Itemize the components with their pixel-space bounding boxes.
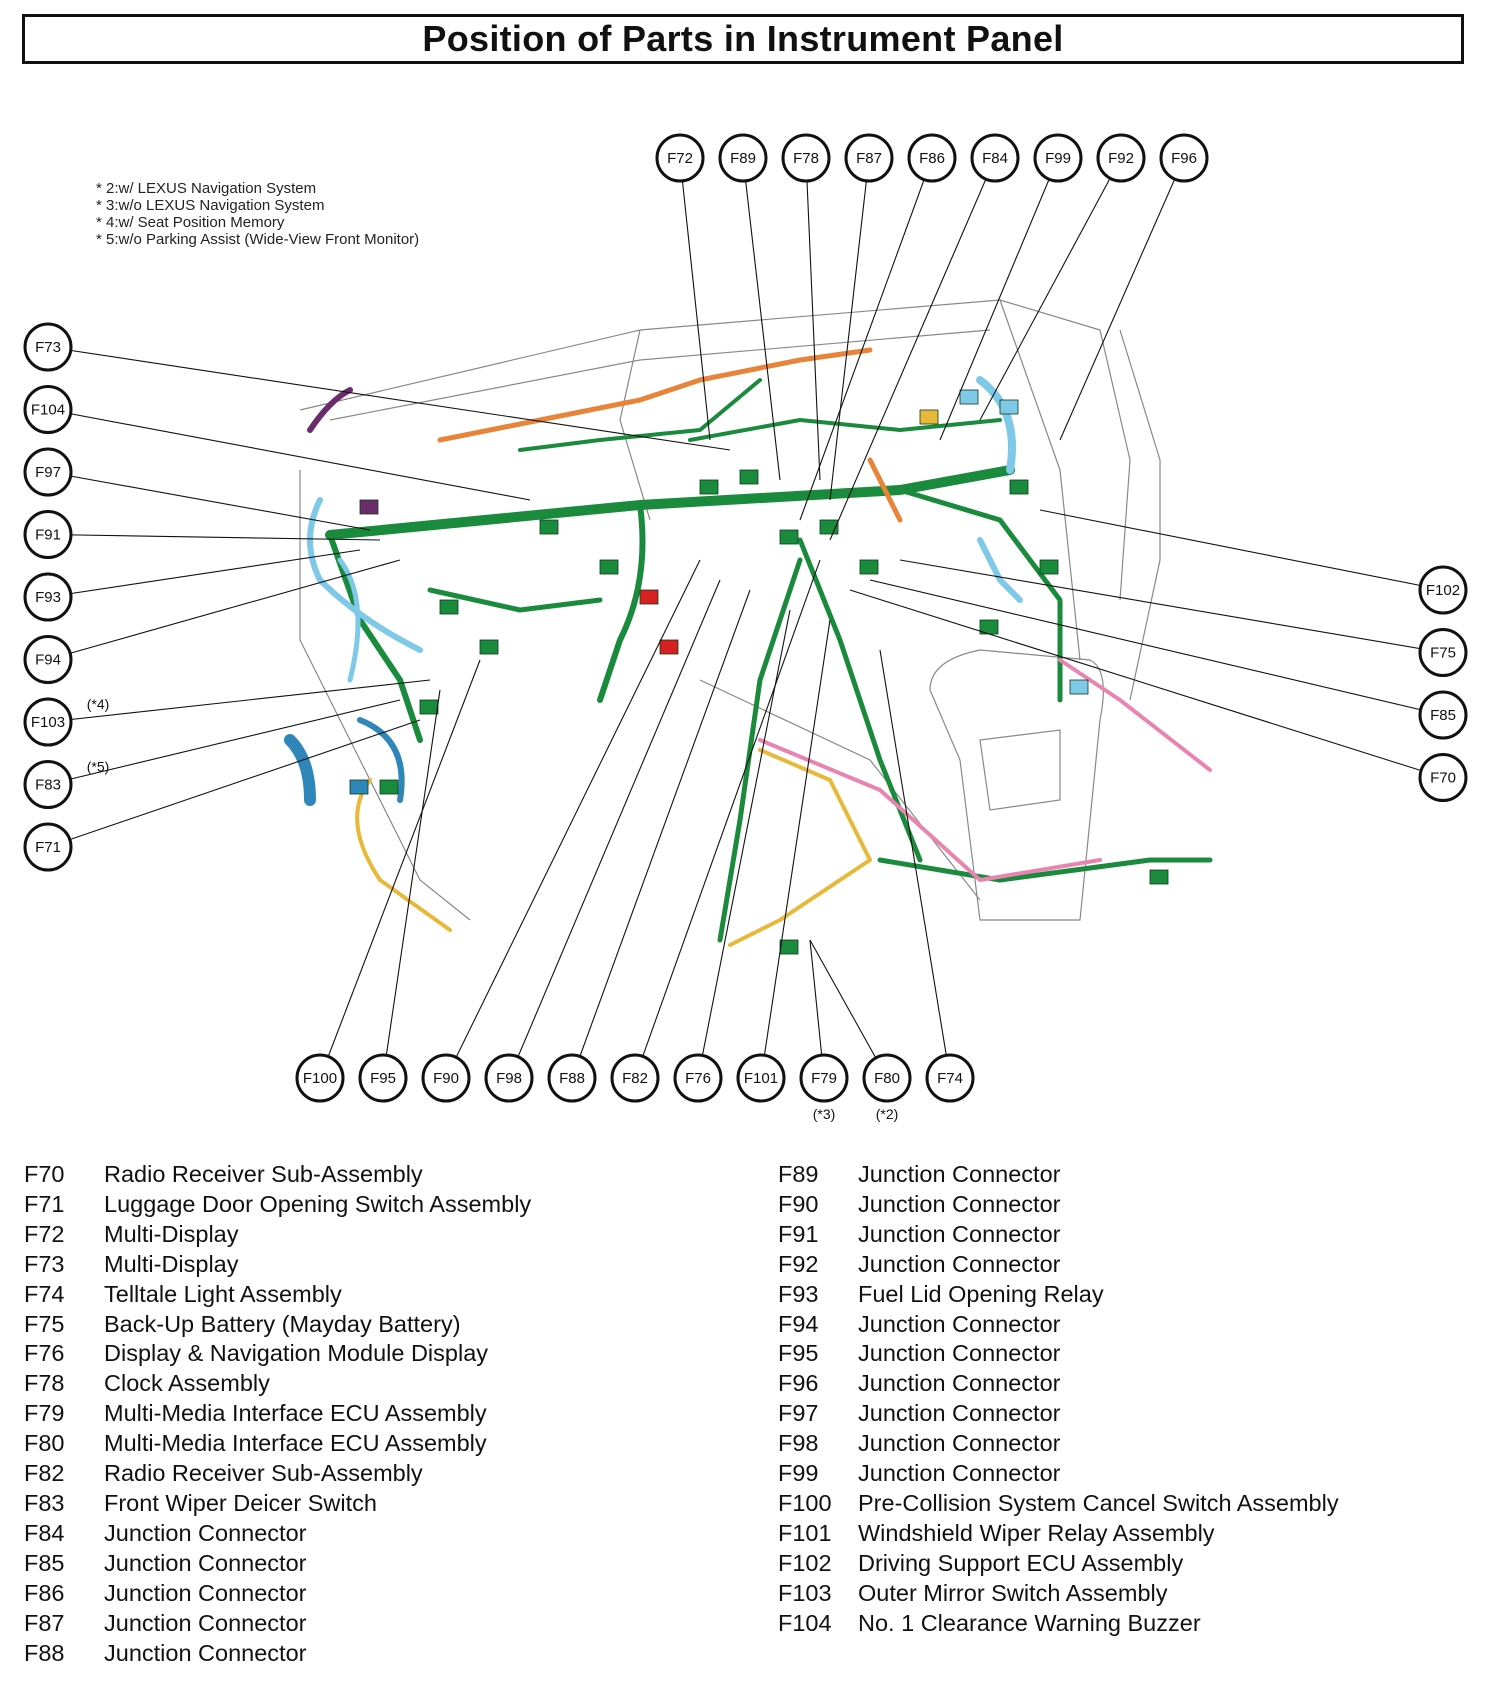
callout-label: F92	[1108, 150, 1134, 167]
connector-block	[480, 640, 498, 654]
callout-label: F96	[1171, 150, 1197, 167]
legend-row	[24, 1639, 531, 1669]
parts-legend-right	[778, 1160, 1339, 1639]
legend-part-name: Junction Connector	[858, 1370, 1061, 1397]
legend-code: F91	[778, 1220, 819, 1247]
connector-block	[380, 780, 398, 794]
callout-f82	[612, 1055, 658, 1101]
callout-label: F101	[743, 1070, 779, 1087]
callout-label: F71	[35, 839, 61, 856]
callout-label: F91	[35, 526, 61, 544]
callout-note: (*4)	[86, 696, 110, 712]
legend-row	[24, 1220, 531, 1250]
legend-row	[778, 1549, 1339, 1579]
connector-block	[780, 940, 798, 954]
legend-code: F98	[778, 1430, 819, 1457]
leader-line	[806, 158, 820, 480]
legend-part-name: Junction Connector	[858, 1460, 1061, 1487]
legend-part-name: Junction Connector	[858, 1190, 1061, 1217]
legend-part-name: Junction Connector	[104, 1519, 307, 1546]
legend-code: F94	[778, 1310, 819, 1337]
legend-part-name: Display & Navigation Module Display	[104, 1340, 489, 1367]
legend-part-name: Junction Connector	[858, 1340, 1061, 1367]
dashboard-edge	[980, 730, 1060, 810]
legend-row	[778, 1220, 1339, 1250]
legend-row	[24, 1280, 531, 1310]
legend-row	[24, 1549, 531, 1579]
harness-wire	[330, 470, 1010, 535]
legend-part-name: Junction Connector	[104, 1579, 307, 1606]
callout-f92	[1098, 135, 1144, 181]
connector-block	[1000, 400, 1018, 414]
callout-label: F104	[30, 401, 66, 419]
callout-note: (*3)	[812, 1106, 836, 1122]
dashboard-edge	[620, 330, 650, 520]
legend-row	[778, 1609, 1339, 1639]
legend-code: F84	[24, 1519, 65, 1546]
legend-row	[778, 1459, 1339, 1489]
leader-lines	[48, 158, 1443, 1078]
legend-row	[24, 1519, 531, 1549]
callout-f100	[297, 1055, 343, 1101]
legend-code: F75	[24, 1310, 65, 1337]
callout-label: F75	[1430, 644, 1456, 662]
legend-part-name: Back-Up Battery (Mayday Battery)	[104, 1310, 461, 1337]
callout-label: F84	[982, 150, 1008, 167]
legend-code: F71	[24, 1190, 65, 1217]
legend-part-name: Multi-Display	[104, 1220, 239, 1247]
legend-part-name: Windshield Wiper Relay Assembly	[858, 1519, 1215, 1546]
callout-note: (*2)	[875, 1106, 899, 1122]
connector-block	[600, 560, 618, 574]
leader-line	[1040, 510, 1443, 590]
callout-label: F97	[35, 464, 61, 481]
callout-f96	[1161, 135, 1207, 181]
leader-line	[761, 620, 830, 1078]
legend-code: F104	[778, 1609, 832, 1636]
legend-part-name: Driving Support ECU Assembly	[858, 1549, 1184, 1576]
legend-part-name: Junction Connector	[858, 1161, 1061, 1187]
dashboard-edge	[300, 470, 470, 920]
legend-part-name: Fuel Lid Opening Relay	[858, 1280, 1104, 1307]
legend-part-name: Junction Connector	[858, 1310, 1061, 1337]
legend-row	[778, 1579, 1339, 1609]
harness-wire	[760, 740, 1100, 880]
callout-f90	[423, 1055, 469, 1101]
harness-wire	[357, 780, 450, 930]
connector-block	[1150, 870, 1168, 884]
legend-part-name: Multi-Media Interface ECU Assembly	[104, 1430, 487, 1457]
callout-label: F74	[937, 1070, 963, 1087]
legend-code: F89	[778, 1161, 819, 1187]
legend-code: F83	[24, 1489, 65, 1516]
callout-f86	[909, 135, 955, 181]
callout-label: F89	[730, 150, 756, 167]
legend-code: F78	[24, 1370, 65, 1397]
connector-block	[1010, 480, 1028, 494]
legend-row	[778, 1489, 1339, 1519]
leader-line	[680, 158, 710, 440]
legend-row	[24, 1429, 531, 1459]
legend-code: F97	[778, 1400, 819, 1427]
legend-code: F76	[24, 1340, 65, 1367]
callout-label: F72	[667, 150, 693, 167]
callout-f74	[927, 1055, 973, 1101]
legend-row	[24, 1310, 531, 1340]
harness-wire	[440, 350, 870, 440]
legend-code: F90	[778, 1190, 819, 1217]
legend-code: F87	[24, 1609, 65, 1636]
callout-f87	[846, 135, 892, 181]
legend-code: F99	[778, 1460, 819, 1487]
harness-wire	[980, 380, 1012, 470]
legend-row	[24, 1489, 531, 1519]
legend-row	[778, 1369, 1339, 1399]
legend-part-name: Luggage Door Opening Switch Assembly	[104, 1190, 532, 1217]
callout-f99	[1035, 135, 1081, 181]
callout-f103	[25, 696, 109, 745]
dashboard-outline	[300, 300, 1160, 920]
legend-row	[24, 1609, 531, 1639]
harness-wire	[980, 540, 1020, 600]
callout-label: F99	[1045, 150, 1071, 167]
leader-line	[446, 560, 700, 1078]
footnote: * 4:w/ Seat Position Memory	[96, 214, 285, 231]
callout-f75	[1420, 630, 1466, 676]
harness-wire	[290, 740, 310, 800]
legend-part-name: Front Wiper Deicer Switch	[104, 1489, 377, 1516]
callout-label: F76	[685, 1070, 711, 1087]
callout-f104	[25, 387, 71, 433]
dashboard-edge	[330, 330, 990, 420]
callout-label: F85	[1430, 707, 1456, 724]
callout-f97	[25, 449, 71, 495]
callout-f102	[1420, 567, 1466, 613]
callout-f93	[25, 574, 71, 620]
leader-line	[48, 550, 360, 597]
callout-label: F103	[30, 714, 66, 731]
legend-row	[778, 1280, 1339, 1310]
callout-label: F93	[35, 589, 61, 606]
callout-f101	[738, 1055, 784, 1101]
legend-code: F80	[24, 1430, 65, 1457]
callout-f73	[25, 324, 71, 370]
leader-line	[48, 410, 530, 501]
callout-label: F94	[35, 651, 61, 669]
legend-code: F96	[778, 1370, 819, 1397]
legend-code: F82	[24, 1460, 65, 1487]
legend-row	[24, 1250, 531, 1280]
legend-row	[778, 1399, 1339, 1429]
callout-f88	[549, 1055, 595, 1101]
callout-label: F95	[370, 1070, 396, 1087]
legend-code: F88	[24, 1639, 65, 1666]
callout-f85	[1420, 692, 1466, 738]
connector-block	[1070, 680, 1088, 694]
callout-f76	[675, 1055, 721, 1101]
connector-block	[860, 560, 878, 574]
footnote: * 5:w/o Parking Assist (Wide-View Front Monitor)	[96, 231, 420, 248]
connector-block	[920, 410, 938, 424]
wire-harness	[290, 350, 1210, 954]
legend-row	[778, 1339, 1339, 1369]
connector-block	[350, 780, 368, 794]
callout-label: F86	[919, 150, 945, 167]
connector-block	[960, 390, 978, 404]
callout-label: F100	[302, 1070, 338, 1087]
callout-label: F70	[1430, 769, 1456, 787]
callout-f71	[25, 824, 71, 870]
legend-part-name: Junction Connector	[104, 1549, 307, 1576]
legend-row	[778, 1310, 1339, 1340]
legend-part-name: Radio Receiver Sub-Assembly	[104, 1161, 423, 1187]
callout-f70	[1420, 755, 1466, 801]
connector-block	[440, 600, 458, 614]
legend-row	[24, 1399, 531, 1429]
legend-part-name: No. 1 Clearance Warning Buzzer	[858, 1609, 1201, 1636]
legend-code: F92	[778, 1250, 819, 1277]
legend-row	[778, 1429, 1339, 1459]
callout-label: F87	[856, 150, 882, 167]
parts-legend-left	[24, 1160, 531, 1668]
callout-label: F78	[793, 150, 819, 167]
leader-line	[850, 590, 1443, 778]
connector-block	[640, 590, 658, 604]
page-title: Position of Parts in Instrument Panel	[422, 18, 1064, 59]
callout-f91	[25, 512, 71, 558]
legend-row	[24, 1369, 531, 1399]
callout-f83	[25, 759, 109, 808]
callout-label: F88	[559, 1070, 585, 1087]
connector-block	[420, 700, 438, 714]
callout-f94	[25, 637, 71, 683]
callout-f78	[783, 135, 829, 181]
legend-code: F70	[24, 1161, 65, 1187]
legend-code: F79	[24, 1400, 65, 1427]
legend-code: F103	[778, 1579, 832, 1606]
footnote: * 2:w/ LEXUS Navigation System	[96, 180, 317, 197]
footnote: * 3:w/o LEXUS Navigation System	[96, 197, 325, 214]
legend-code: F102	[778, 1549, 832, 1576]
legend-code: F95	[778, 1340, 819, 1367]
legend-part-name: Multi-Display	[104, 1250, 239, 1277]
harness-wire	[690, 420, 1000, 440]
leader-line	[1060, 158, 1184, 440]
legend-row	[778, 1160, 1339, 1190]
legend-row	[778, 1519, 1339, 1549]
leader-line	[698, 610, 790, 1078]
harness-wire	[600, 505, 643, 700]
legend-code: F100	[778, 1489, 832, 1516]
legend-part-name: Multi-Media Interface ECU Assembly	[104, 1400, 487, 1427]
callout-label: F82	[622, 1070, 648, 1087]
legend-code: F101	[778, 1519, 832, 1546]
callout-label: F83	[35, 776, 61, 794]
callout-f89	[720, 135, 766, 181]
harness-wire	[310, 390, 350, 430]
legend-part-name: Radio Receiver Sub-Assembly	[104, 1460, 423, 1487]
leader-line	[635, 560, 820, 1078]
connector-block	[780, 530, 798, 544]
callout-f98	[486, 1055, 532, 1101]
leader-line	[870, 580, 1443, 715]
harness-wire	[730, 750, 870, 945]
legend-code: F74	[24, 1280, 65, 1307]
legend-row	[778, 1190, 1339, 1220]
legend-part-name: Junction Connector	[858, 1250, 1061, 1277]
leader-line	[800, 158, 932, 520]
leader-line	[48, 560, 400, 660]
leader-line	[830, 158, 869, 500]
callout-label: F90	[433, 1070, 459, 1087]
leader-line	[980, 158, 1121, 420]
legend-part-name: Pre-Collision System Cancel Switch Assembly	[858, 1489, 1339, 1516]
legend-part-name: Junction Connector	[104, 1639, 307, 1666]
callout-label: F98	[496, 1070, 522, 1087]
callout-f79	[801, 1055, 847, 1122]
callout-label: F73	[35, 339, 61, 356]
callout-f95	[360, 1055, 406, 1101]
legend-row	[24, 1160, 531, 1190]
legend-code: F93	[778, 1280, 819, 1307]
callout-f84	[972, 135, 1018, 181]
legend-row	[24, 1339, 531, 1369]
leader-line	[320, 660, 480, 1078]
connector-block	[660, 640, 678, 654]
connector-block	[540, 520, 558, 534]
callout-f80	[864, 1055, 910, 1122]
callout-label: F80	[874, 1070, 900, 1087]
connector-block	[740, 470, 758, 484]
legend-part-name: Junction Connector	[858, 1400, 1061, 1427]
legend-part-name: Clock Assembly	[104, 1370, 270, 1397]
harness-wire	[900, 490, 1060, 700]
connector-block	[700, 480, 718, 494]
legend-code: F72	[24, 1220, 65, 1247]
legend-row	[778, 1250, 1339, 1280]
callout-f72	[657, 135, 703, 181]
legend-row	[24, 1459, 531, 1489]
callout-label: F79	[811, 1070, 837, 1087]
legend-row	[24, 1579, 531, 1609]
legend-code: F86	[24, 1579, 65, 1606]
legend-part-name: Junction Connector	[858, 1220, 1061, 1247]
dashboard-edge	[300, 300, 1130, 600]
legend-part-name: Telltale Light Assembly	[104, 1280, 342, 1307]
legend-code: F85	[24, 1549, 65, 1576]
legend-code: F73	[24, 1250, 65, 1277]
callout-note: (*5)	[86, 758, 110, 775]
legend-row	[24, 1190, 531, 1220]
callout-labels	[25, 135, 1466, 1122]
callout-label: F102	[1425, 582, 1461, 599]
legend-part-name: Junction Connector	[104, 1609, 307, 1636]
connector-block	[360, 500, 378, 514]
connector-block	[1040, 560, 1058, 574]
legend-part-name: Outer Mirror Switch Assembly	[858, 1579, 1168, 1606]
legend-part-name: Junction Connector	[858, 1430, 1061, 1457]
